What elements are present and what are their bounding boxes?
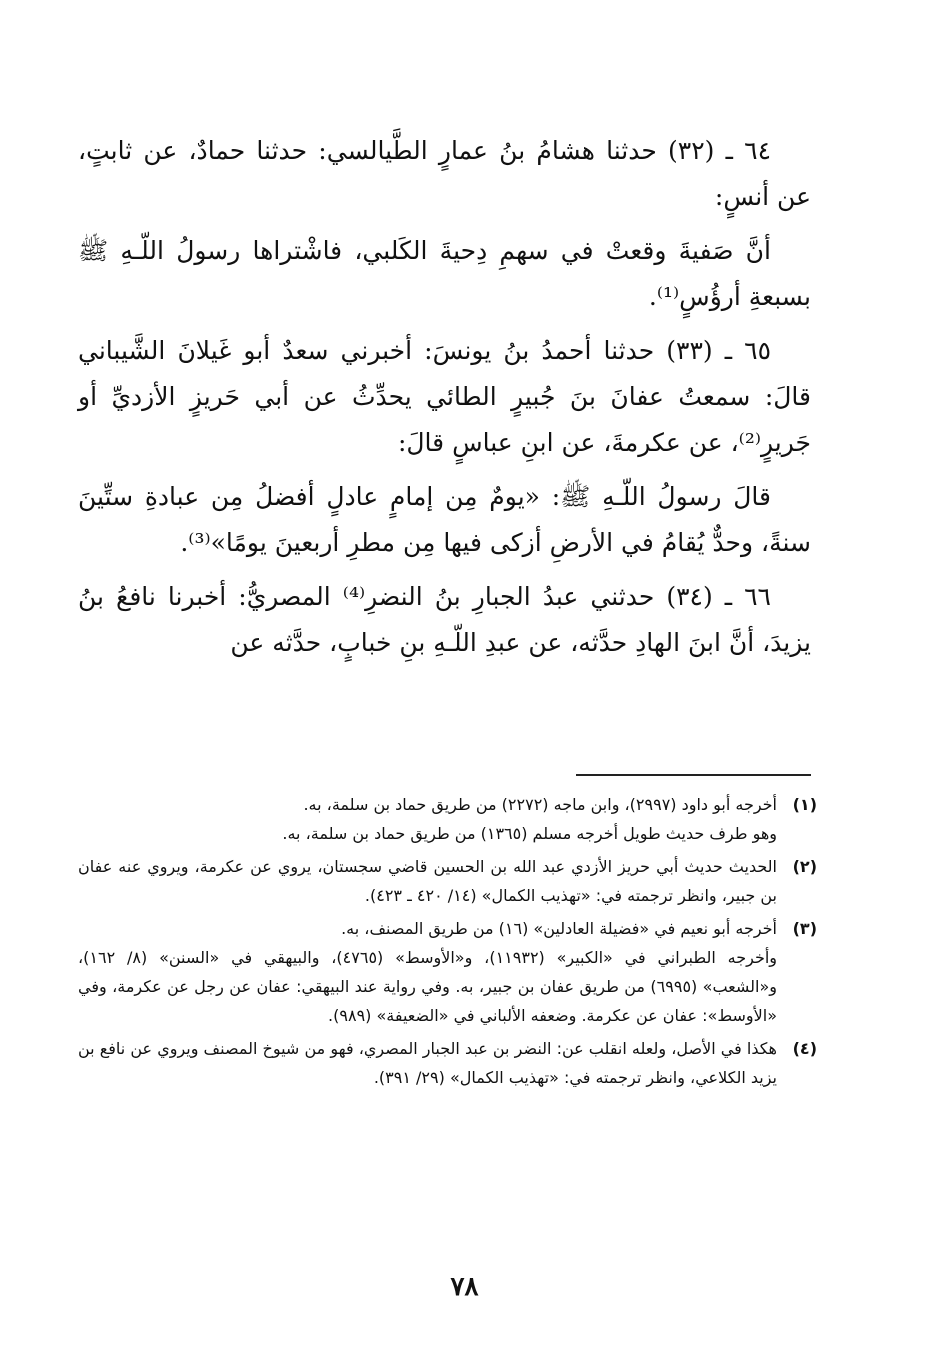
footnote-line: أخرجه أبو نعيم في «فضيلة العادلين» (١٦) من طريق المصنف، به. xyxy=(341,919,777,938)
footnote-body xyxy=(78,790,777,848)
footnote-number: (١) xyxy=(792,795,817,814)
footnote-line: الحديث حديث أبي حريز الأزدي عبد الله بن الحسين قاضي سجستان، يروي عن عكرمة، ويروي عنه عفان بن جبير، وانظر ترجمته في: «تهذيب الكمال» (١٤/ ٤٢٠ ـ ٤٢٣). xyxy=(78,857,777,905)
footnotes xyxy=(78,790,817,1096)
hadith-64-chain: ٦٤ ـ (٣٢) حدثنا هشامُ بنُ عمارٍ الطَّيالسي: حدثنا حمادٌ، عن ثابتٍ، عن أنسٍ: xyxy=(78,136,811,211)
footnote-number: (٣) xyxy=(792,919,817,938)
hadith-66-chain: ٦٦ ـ (٣٤) حدثني عبدُ الجبارِ بنُ النضرِ⁽⁴⁾ المصريُّ: أخبرنا نافعُ بنُ يزيدَ، أنَّ ابنَ الهادِ حدَّثه، عن عبدِ اللّـهِ بنِ خبابٍ، حدَّثه عن xyxy=(78,582,811,657)
footnote-body xyxy=(78,1034,777,1092)
footnote-number: (٢) xyxy=(792,857,817,876)
footnote-line: هكذا في الأصل، ولعله انقلب عن: النضر بن عبد الجبار المصري، فهو من شيوخ المصنف ويروي عن نافع بن يزيد الكلاعي، وانظر ترجمته في: «تهذيب الكمال» (٢٩/ ٣٩١). xyxy=(78,1039,777,1087)
footnote-4 xyxy=(78,1034,817,1092)
footnote-line: وهو طرف حديث طويل أخرجه مسلم (١٣٦٥) من طريق حماد بن سلمة، به. xyxy=(282,824,777,843)
main-text xyxy=(78,128,811,674)
hadith-64-text: أنَّ صَفيةَ وقعتْ في سهمِ دِحيةَ الكَلبي، فاشْتراها رسولُ اللّـهِ ﷺ بسبعةِ أرؤُسٍ⁽¹⁾. xyxy=(78,236,811,311)
hadith-65-text: قالَ رسولُ اللّـهِ ﷺ: «يومٌ مِن إمامٍ عادلٍ أفضلُ مِن عبادةِ ستِّينَ سنةً، وحدٌّ يُقامُ في الأرضِ أزكى فيها مِن مطرِ أربعينَ يومًا»⁽³⁾. xyxy=(78,482,811,557)
footnote-line: أخرجه أبو داود (٢٩٩٧)، وابن ماجه (٢٢٧٢) من طريق حماد بن سلمة، به. xyxy=(303,795,777,814)
footnote-1 xyxy=(78,790,817,848)
footnote-separator xyxy=(576,774,811,776)
footnote-number: (٤) xyxy=(792,1039,817,1058)
page-number: ٧٨ xyxy=(450,1272,479,1302)
footnote-body xyxy=(78,852,777,910)
footnote-3 xyxy=(78,914,817,1030)
hadith-65-chain: ٦٥ ـ (٣٣) حدثنا أحمدُ بنُ يونسَ: أخبرني سعدٌ أبو غَيلانَ الشَّيباني قالَ: سمعتُ عفانَ بنَ جُبيرٍ الطائي يحدِّثُ عن أبي حَريزٍ الأزديِّ أو جَريرٍ⁽²⁾، عن عكرمةَ، عن ابنِ عباسٍ قالَ: xyxy=(78,336,811,457)
footnote-line: وأخرجه الطبراني في «الكبير» (١١٩٣٢)، و«الأوسط» (٤٧٦٥)، والبيهقي في «السنن» (٨/ ١٦٢)، و«الشعب» (٦٩٩٥) من طريق عفان بن جبير، به. وفي رواية عند البيهقي: عفان عن رجل عن عكرمة، وفي «الأوسط»: عفان عن عكرمة. وضعفه الألباني في «الضعيفة» (٩٨٩). xyxy=(78,948,778,1025)
footnote-body xyxy=(78,914,777,1030)
footnote-2 xyxy=(78,852,817,910)
